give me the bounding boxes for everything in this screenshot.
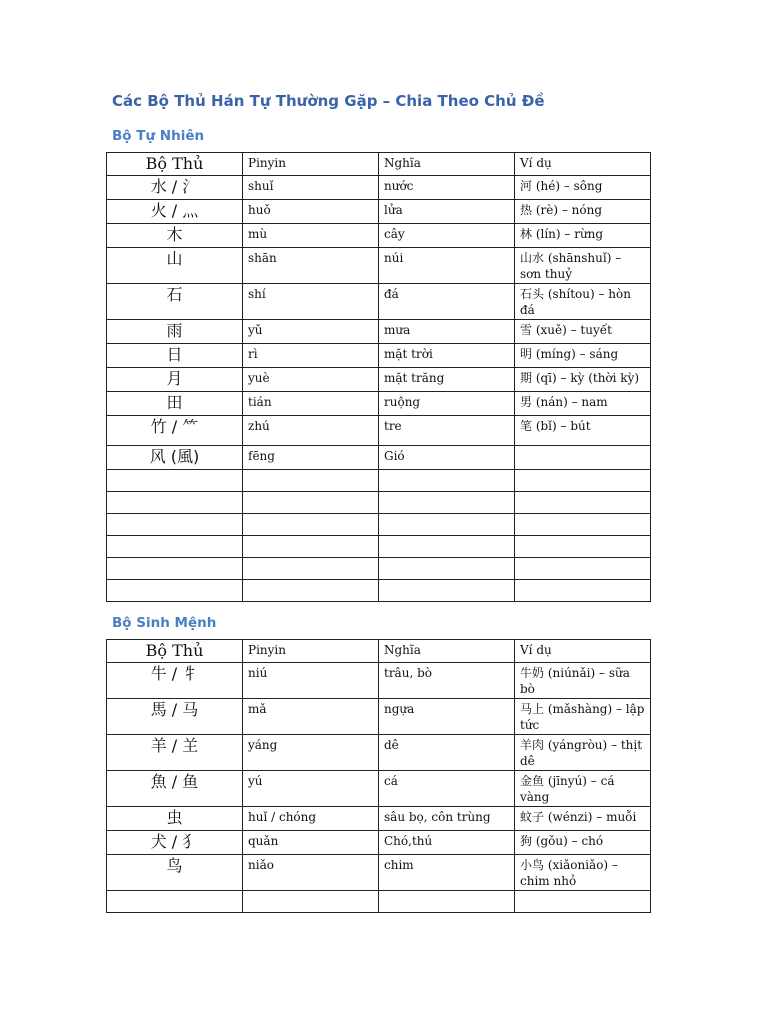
radical-cell: 石 <box>107 284 243 320</box>
table-row <box>107 735 651 771</box>
meaning-cell <box>379 891 515 913</box>
meaning-cell: núi <box>379 248 515 284</box>
table-row <box>107 416 651 446</box>
table-row <box>107 807 651 831</box>
pinyin-cell: mǎ <box>243 699 379 735</box>
example-cell: 羊肉 (yángròu) – thịt dê <box>515 735 651 771</box>
radical-cell <box>107 470 243 492</box>
pinyin-cell: yuè <box>243 368 379 392</box>
example-cell <box>515 536 651 558</box>
pinyin-cell <box>243 536 379 558</box>
table-row <box>107 470 651 492</box>
radical-cell: 馬 / 马 <box>107 699 243 735</box>
table-row <box>107 446 651 470</box>
document-title: Các Bộ Thủ Hán Tự Thường Gặp – Chia Theo Chủ Đề <box>112 92 545 110</box>
meaning-cell: cây <box>379 224 515 248</box>
meaning-cell: tre <box>379 416 515 446</box>
pinyin-cell <box>243 891 379 913</box>
radical-cell: 牛 / 牜 <box>107 663 243 699</box>
header-pinyin-cell: Pinyin <box>243 153 379 176</box>
example-cell <box>515 514 651 536</box>
pinyin-cell: shuǐ <box>243 176 379 200</box>
meaning-cell: chim <box>379 855 515 891</box>
example-cell: 狗 (gǒu) – chó <box>515 831 651 855</box>
pinyin-cell: fēng <box>243 446 379 470</box>
example-cell <box>515 446 651 470</box>
example-cell <box>515 470 651 492</box>
meaning-cell: nước <box>379 176 515 200</box>
example-cell <box>515 891 651 913</box>
radical-cell <box>107 580 243 602</box>
meaning-cell: ruộng <box>379 392 515 416</box>
example-cell: 男 (nán) – nam <box>515 392 651 416</box>
example-cell: 小鸟 (xiǎoniǎo) – chim nhỏ <box>515 855 651 891</box>
pinyin-cell: niú <box>243 663 379 699</box>
example-cell: 河 (hé) – sông <box>515 176 651 200</box>
pinyin-cell: rì <box>243 344 379 368</box>
header-radical-cell: Bộ Thủ <box>107 640 243 663</box>
table-row <box>107 200 651 224</box>
pinyin-cell: niǎo <box>243 855 379 891</box>
example-cell: 蚊子 (wénzi) – muỗi <box>515 807 651 831</box>
radical-cell <box>107 891 243 913</box>
meaning-cell: trâu, bò <box>379 663 515 699</box>
pinyin-cell: huǒ <box>243 200 379 224</box>
pinyin-cell: huǐ / chóng <box>243 807 379 831</box>
radical-cell <box>107 514 243 536</box>
pinyin-cell <box>243 492 379 514</box>
radical-cell <box>107 492 243 514</box>
radical-cell: 木 <box>107 224 243 248</box>
radical-cell: 犬 / 犭 <box>107 831 243 855</box>
radical-cell: 鸟 <box>107 855 243 891</box>
pinyin-cell <box>243 470 379 492</box>
pinyin-cell <box>243 514 379 536</box>
meaning-cell <box>379 492 515 514</box>
pinyin-cell <box>243 558 379 580</box>
example-cell: 马上 (mǎshàng) – lập tức <box>515 699 651 735</box>
header-meaning-cell: Nghĩa <box>379 153 515 176</box>
meaning-cell: ngựa <box>379 699 515 735</box>
pinyin-cell: quǎn <box>243 831 379 855</box>
meaning-cell: sâu bọ, côn trùng <box>379 807 515 831</box>
radical-cell: 火 / 灬 <box>107 200 243 224</box>
table-nature-radicals <box>106 152 651 602</box>
meaning-cell <box>379 514 515 536</box>
meaning-cell <box>379 536 515 558</box>
meaning-cell: dê <box>379 735 515 771</box>
radical-cell: 雨 <box>107 320 243 344</box>
pinyin-cell: yú <box>243 771 379 807</box>
section-title-nature: Bộ Tự Nhiên <box>112 128 205 144</box>
example-cell <box>515 558 651 580</box>
table-row <box>107 699 651 735</box>
radical-cell: 水 / 氵 <box>107 176 243 200</box>
table-header-row <box>107 640 651 663</box>
pinyin-cell: mù <box>243 224 379 248</box>
meaning-cell: Chó,thú <box>379 831 515 855</box>
radical-cell: 田 <box>107 392 243 416</box>
table-row <box>107 831 651 855</box>
meaning-cell: mưa <box>379 320 515 344</box>
pinyin-cell <box>243 580 379 602</box>
table-row <box>107 855 651 891</box>
table-row <box>107 663 651 699</box>
table-row <box>107 176 651 200</box>
example-cell: 石头 (shítou) – hòn đá <box>515 284 651 320</box>
radical-cell: 魚 / 鱼 <box>107 771 243 807</box>
table-row <box>107 344 651 368</box>
table-row <box>107 891 651 913</box>
radical-cell: 羊 / 𦍌 <box>107 735 243 771</box>
table-life-radicals <box>106 639 651 913</box>
meaning-cell: đá <box>379 284 515 320</box>
pinyin-cell: tián <box>243 392 379 416</box>
example-cell <box>515 492 651 514</box>
example-cell: 林 (lín) – rừng <box>515 224 651 248</box>
meaning-cell: Gió <box>379 446 515 470</box>
example-cell: 明 (míng) – sáng <box>515 344 651 368</box>
pinyin-cell: yǔ <box>243 320 379 344</box>
example-cell: 山水 (shānshuǐ) – sơn thuỷ <box>515 248 651 284</box>
table-row <box>107 392 651 416</box>
table-row <box>107 492 651 514</box>
header-pinyin-cell: Pinyin <box>243 640 379 663</box>
meaning-cell: mặt trăng <box>379 368 515 392</box>
table-header-row <box>107 153 651 176</box>
meaning-cell <box>379 470 515 492</box>
radical-cell: 日 <box>107 344 243 368</box>
example-cell: 雪 (xuě) – tuyết <box>515 320 651 344</box>
table-row <box>107 224 651 248</box>
radical-cell: 山 <box>107 248 243 284</box>
table-row <box>107 558 651 580</box>
radical-cell: 月 <box>107 368 243 392</box>
table-row <box>107 320 651 344</box>
radical-cell: 风 (風) <box>107 446 243 470</box>
radical-cell: 虫 <box>107 807 243 831</box>
header-example-cell: Ví dụ <box>515 153 651 176</box>
meaning-cell: mặt trời <box>379 344 515 368</box>
header-meaning-cell: Nghĩa <box>379 640 515 663</box>
radical-cell <box>107 536 243 558</box>
section-title-life: Bộ Sinh Mệnh <box>112 615 217 631</box>
example-cell <box>515 580 651 602</box>
example-cell: 笔 (bǐ) – bút <box>515 416 651 446</box>
meaning-cell <box>379 558 515 580</box>
pinyin-cell: shí <box>243 284 379 320</box>
table-row <box>107 536 651 558</box>
example-cell: 热 (rè) – nóng <box>515 200 651 224</box>
table-row <box>107 771 651 807</box>
table-row <box>107 368 651 392</box>
pinyin-cell: shān <box>243 248 379 284</box>
meaning-cell: lửa <box>379 200 515 224</box>
example-cell: 期 (qī) – kỳ (thời kỳ) <box>515 368 651 392</box>
table-row <box>107 580 651 602</box>
example-cell: 牛奶 (niúnǎi) – sữa bò <box>515 663 651 699</box>
header-radical-cell: Bộ Thủ <box>107 153 243 176</box>
header-example-cell: Ví dụ <box>515 640 651 663</box>
pinyin-cell: yáng <box>243 735 379 771</box>
example-cell: 金鱼 (jīnyú) – cá vàng <box>515 771 651 807</box>
table-row <box>107 284 651 320</box>
pinyin-cell: zhú <box>243 416 379 446</box>
radical-cell: 竹 / ⺮ <box>107 416 243 446</box>
meaning-cell: cá <box>379 771 515 807</box>
table-row <box>107 514 651 536</box>
table-row <box>107 248 651 284</box>
radical-cell <box>107 558 243 580</box>
meaning-cell <box>379 580 515 602</box>
